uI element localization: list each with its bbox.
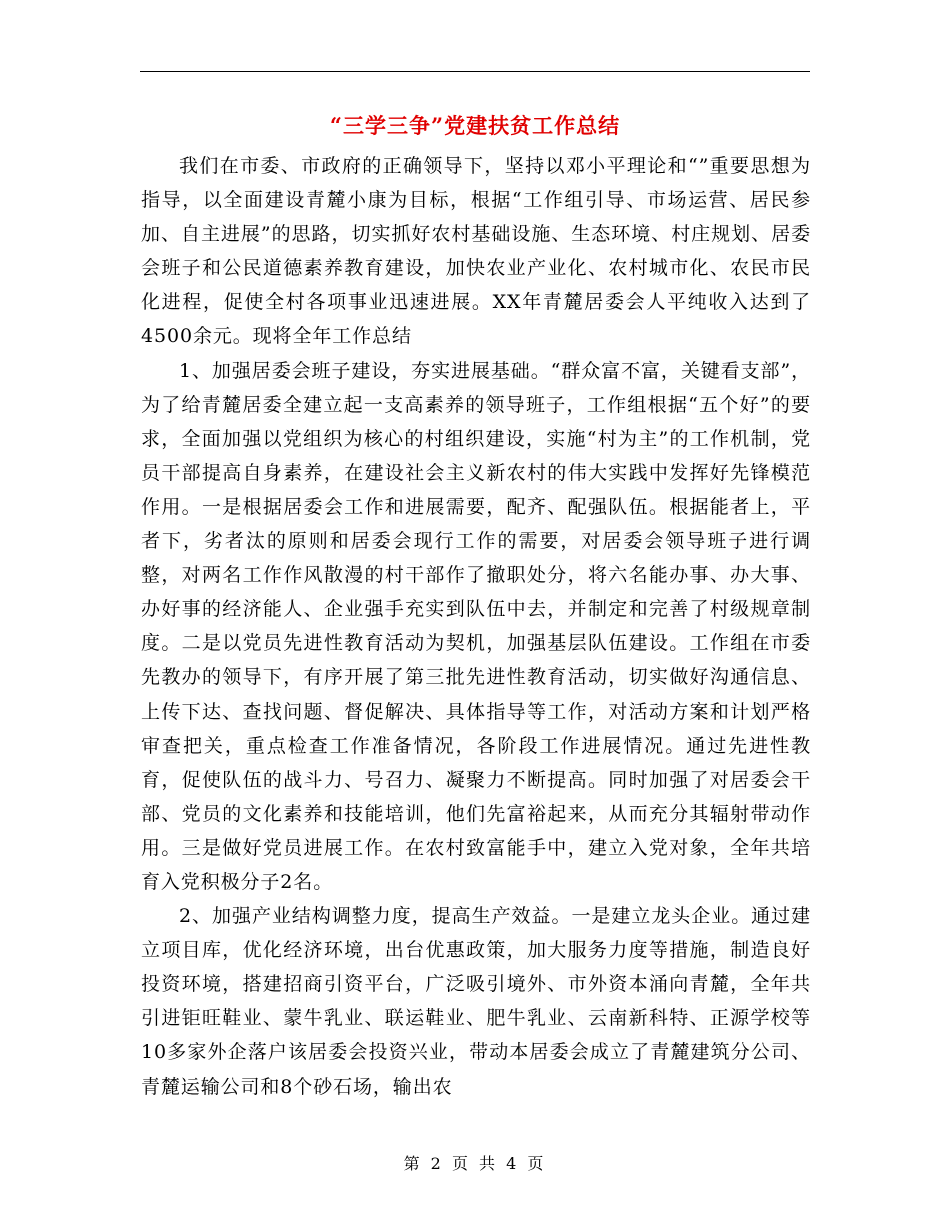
paragraph-section-1: 1、加强居委会班子建设，夯实进展基础。“群众富不富，关键看支部”，为了给青麓居委全建立起一支高素养的领导班子，工作组根据“五个好”的要求，全面加强以党组织为核心的村组织建设，实施“村为主”的工作机制，党员干部提高自身素养，在建设社会主义新农村的伟大实践中发挥好先锋模范作用。一是根据居委会工作和进展需要，配齐、配强队伍。根据能者上，平者下，劣者汰的原则和居委会现行工作的需要，对居委会领导班子进行调整，对两名工作作风散漫的村干部作了撤职处分，将六名能办事、办大事、办好事的经济能人、企业强手充实到队伍中去，并制定和完善了村级规章制度。二是以党员先进性教育活动为契机，加强基层队伍建设。工作组在市委先教办的领导下，有序开展了第三批先进性教育活动，切实做好沟通信息、上传下达、查找问题、督促解决、具体指导等工作，对活动方案和计划严格审查把关，重点检查工作准备情况，各阶段工作进展情况。通过先进性教育，促使队伍的战斗力、号召力、凝聚力不断提高。同时加强了对居委会干部、党员的文化素养和技能培训，他们先富裕起来，从而充分其辐射带动作用。三是做好党员进展工作。在农村致富能手中，建立入党对象，全年共培育入党积极分子2名。	[141, 359, 811, 893]
document-title: “三学三争”党建扶贫工作总结	[329, 113, 621, 138]
page-number-footer: 第 2 页 共 4 页	[403, 1154, 547, 1173]
document-body	[141, 149, 811, 1104]
paragraph-intro: 我们在市委、市政府的正确领导下，坚持以邓小平理论和“”重要思想为指导，以全面建设青麓小康为目标，根据“工作组引导、市场运营、居民参加、自主进展”的思路，切实抓好农村基础设施、生态环境、村庄规划、居委会班子和公民道德素养教育建设，加快农业产业化、农村城市化、农民市民化进程，促使全村各项事业迅速进展。XX年青麓居委会人平纯收入达到了4500余元。现将全年工作总结	[141, 155, 811, 348]
header-rule	[140, 71, 810, 72]
paragraph-section-2: 2、加强产业结构调整力度，提高生产效益。一是建立龙头企业。通过建立项目库，优化经济环境，出台优惠政策，加大服务力度等措施，制造良好投资环境，搭建招商引资平台，广泛吸引境外、市外资本涌向青麓，全年共引进钜旺鞋业、蒙牛乳业、联运鞋业、肥牛乳业、云南新科特、正源学校等10多家外企落户该居委会投资兴业，带动本居委会成立了青麓建筑分公司、青麓运输公司和8个砂石场，输出农	[141, 905, 811, 1098]
